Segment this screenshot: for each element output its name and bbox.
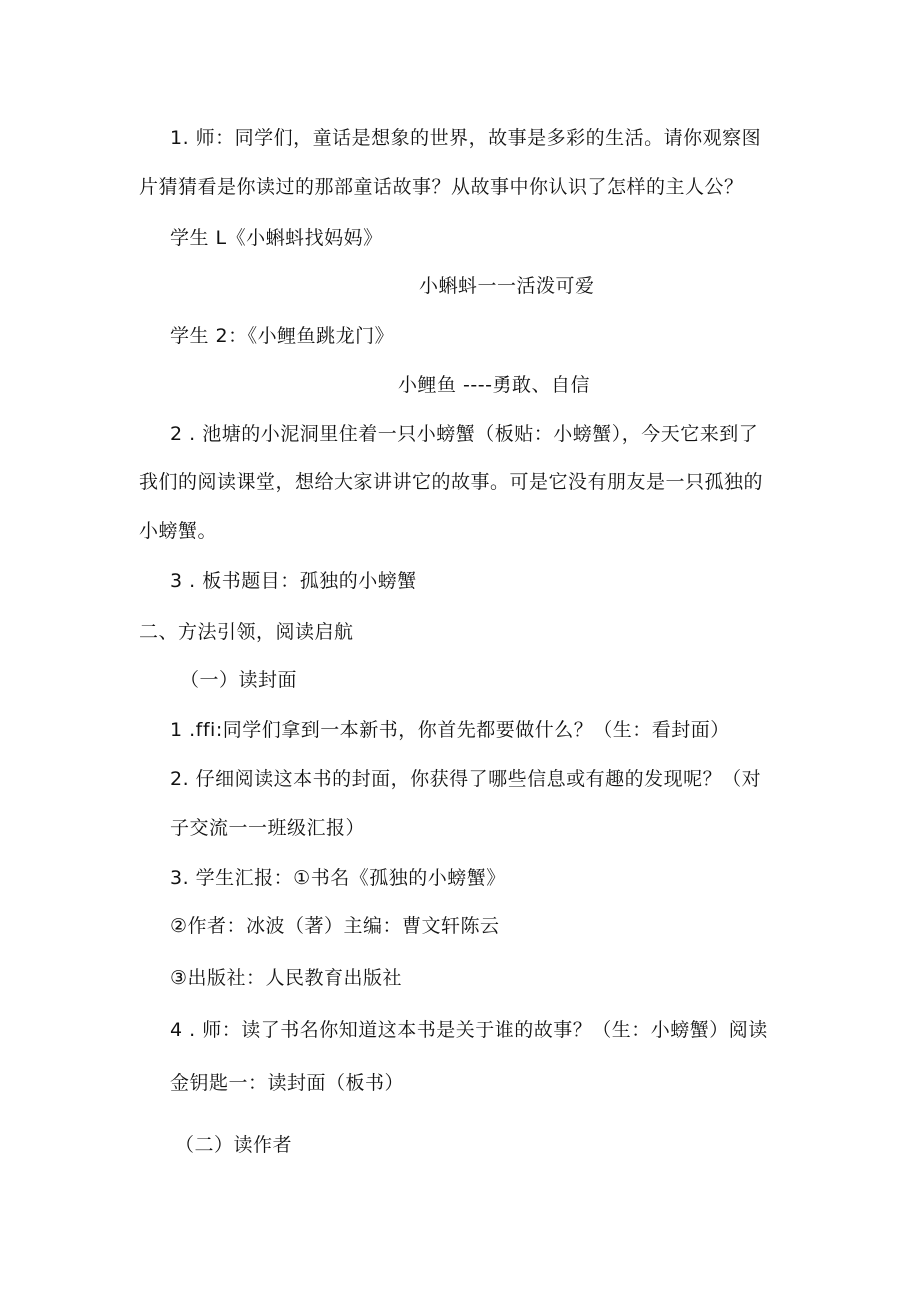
student-2-character: 小鲤鱼 ----勇敢、自信: [398, 374, 590, 396]
paragraph-2-line-3: 小螃蟹。: [139, 520, 218, 542]
paragraph-1-line-1: 1. 师：同学们，童话是想象的世界，故事是多彩的生活。请你观察图: [170, 127, 762, 149]
student-2-answer: 学生 2：《小鲤鱼跳龙门》: [170, 325, 395, 347]
paragraph-3: 3 . 板书题目：孤独的小螃蟹: [170, 570, 417, 592]
paragraph-1-line-2: 片猜猜看是你读过的那部童话故事？从故事中你认识了怎样的主人公？: [139, 176, 744, 198]
cover-item-1: 1 .ffi:同学们拿到一本新书，你首先都要做什么？（生：看封面）: [170, 719, 730, 741]
cover-item-3-author: ②作者：冰波（著）主编：曹文轩陈云: [170, 915, 500, 937]
cover-item-4-line-1: 4 . 师：读了书名你知道这本书是关于谁的故事？（生：小螃蟹）阅读: [170, 1019, 768, 1041]
subsection-heading-2: （二）读作者: [175, 1134, 293, 1156]
paragraph-2-line-1: 2 . 池塘的小泥洞里住着一只小螃蟹（板贴：小螃蟹），今天它来到了: [170, 423, 759, 445]
subsection-heading-1: （一）读封面: [180, 669, 298, 691]
student-1-character: 小蝌蚪一一活泼可爱: [419, 275, 595, 297]
paragraph-2-line-2: 我们的阅读课堂，想给大家讲讲它的故事。可是它没有朋友是一只孤独的: [139, 471, 764, 493]
cover-item-3: 3. 学生汇报：①书名《孤独的小螃蟹》: [170, 867, 506, 889]
student-1-answer: 学生 L《小蝌蚪找妈妈》: [170, 227, 383, 249]
cover-item-4-line-2: 金钥匙一：读封面（板书）: [170, 1072, 405, 1094]
cover-item-3-publisher: ③出版社：人民教育出版社: [170, 967, 403, 989]
cover-item-2-line-2: 子交流一一班级汇报）: [170, 817, 366, 839]
cover-item-2-line-1: 2. 仔细阅读这本书的封面，你获得了哪些信息或有趣的发现呢？（对: [170, 768, 762, 790]
section-heading-2: 二、方法引领，阅读启航: [139, 621, 354, 643]
